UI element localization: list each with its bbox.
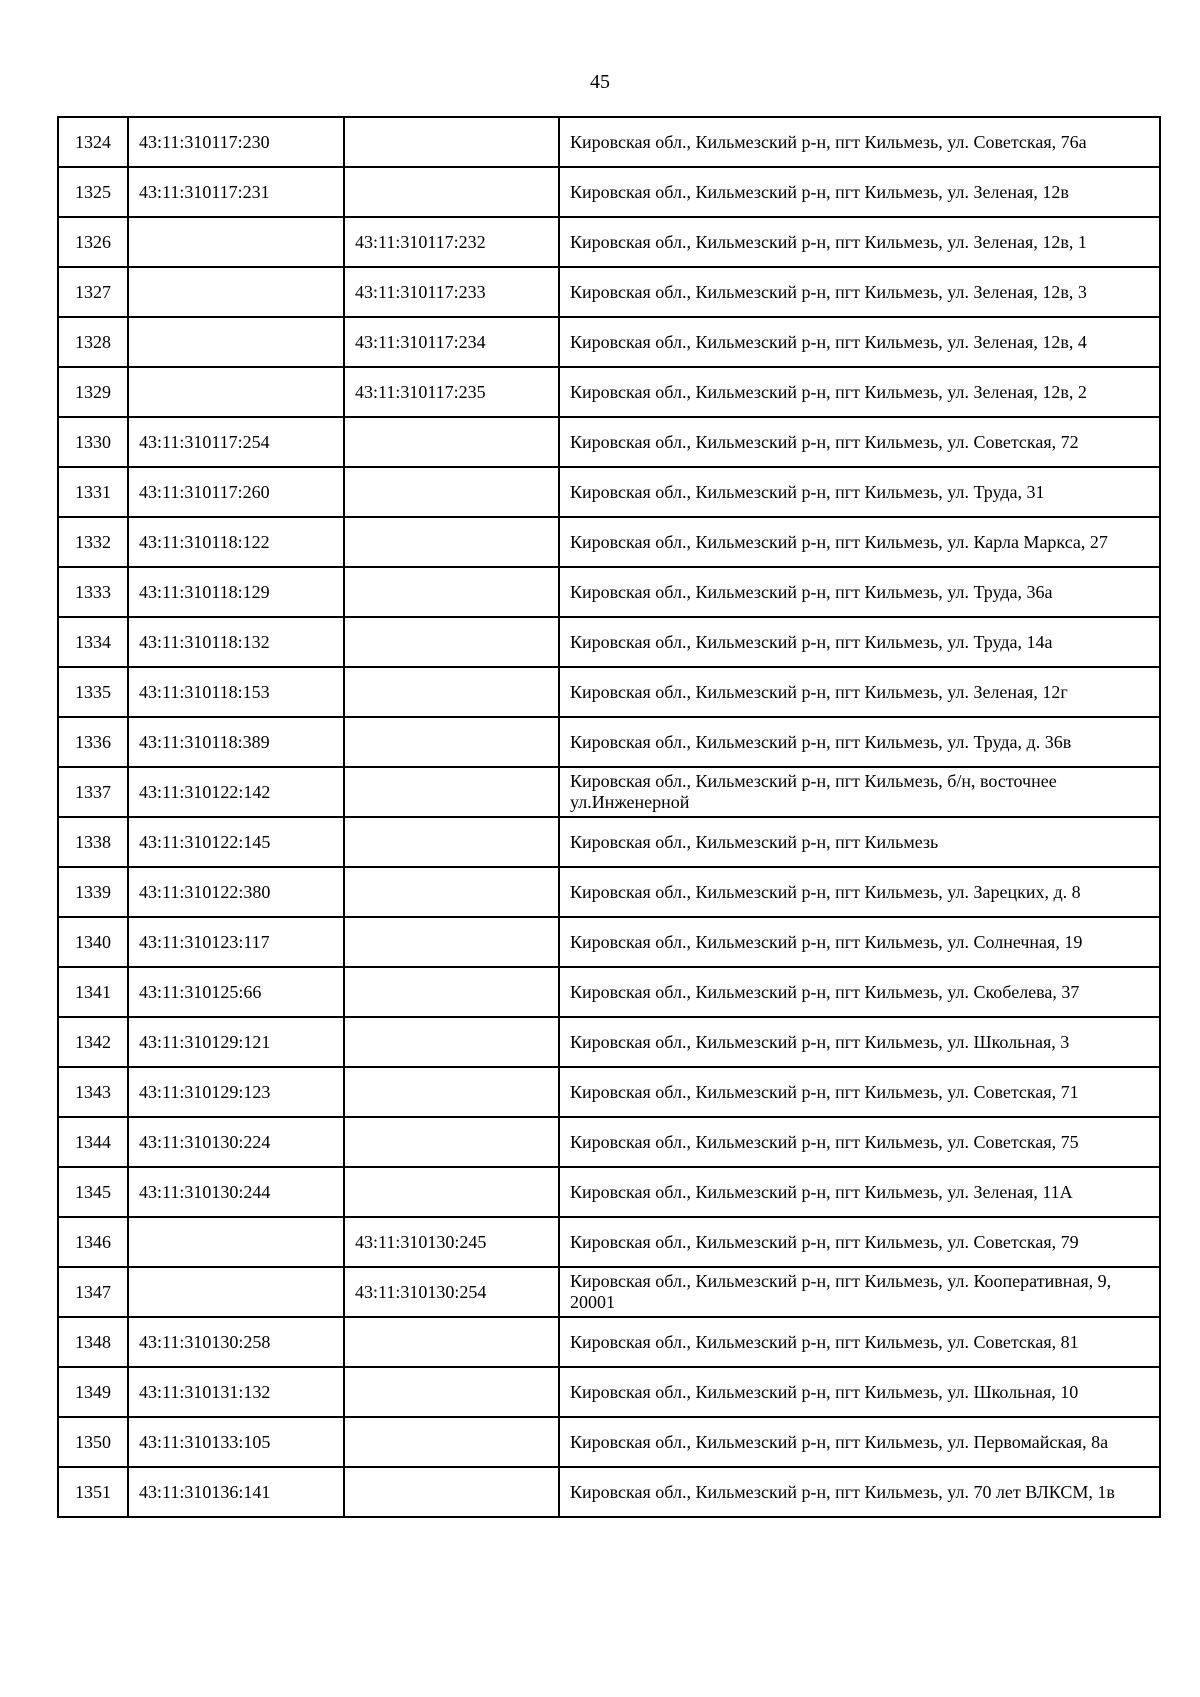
parcel-cadastral-number-cell: 43:11:310123:117 [128,917,344,967]
building-cadastral-number-cell [344,817,559,867]
address-cell: Кировская обл., Кильмезский р-н, пгт Кильмезь, ул. Школьная, 10 [559,1367,1160,1417]
address-cell: Кировская обл., Кильмезский р-н, пгт Кильмезь, ул. Первомайская, 8а [559,1417,1160,1467]
parcel-cadastral-number-cell [128,267,344,317]
table-row [58,667,1160,717]
building-cadastral-number-cell [344,517,559,567]
address-cell: Кировская обл., Кильмезский р-н, пгт Кильмезь, ул. Труда, 14а [559,617,1160,667]
address-cell: Кировская обл., Кильмезский р-н, пгт Кильмезь, ул. Скобелева, 37 [559,967,1160,1017]
parcel-cadastral-number-cell [128,1217,344,1267]
row-number-cell: 1344 [58,1117,128,1167]
row-number-cell: 1330 [58,417,128,467]
address-cell: Кировская обл., Кильмезский р-н, пгт Кильмезь, ул. Труда, 36а [559,567,1160,617]
row-number-cell: 1347 [58,1267,128,1317]
parcel-cadastral-number-cell: 43:11:310129:121 [128,1017,344,1067]
address-cell: Кировская обл., Кильмезский р-н, пгт Кильмезь, ул. Солнечная, 19 [559,917,1160,967]
parcel-cadastral-number-cell [128,367,344,417]
table-row [58,867,1160,917]
row-number-cell: 1349 [58,1367,128,1417]
building-cadastral-number-cell: 43:11:310117:233 [344,267,559,317]
parcel-cadastral-number-cell: 43:11:310125:66 [128,967,344,1017]
parcel-cadastral-number-cell: 43:11:310117:260 [128,467,344,517]
table-row [58,1267,1160,1317]
parcel-cadastral-number-cell: 43:11:310118:122 [128,517,344,567]
table-row [58,467,1160,517]
address-cell: Кировская обл., Кильмезский р-н, пгт Кильмезь, ул. Труда, д. 36в [559,717,1160,767]
building-cadastral-number-cell: 43:11:310117:234 [344,317,559,367]
parcel-cadastral-number-cell: 43:11:310133:105 [128,1417,344,1467]
building-cadastral-number-cell [344,967,559,1017]
parcel-cadastral-number-cell [128,317,344,367]
address-cell: Кировская обл., Кильмезский р-н, пгт Кильмезь, ул. Зарецких, д. 8 [559,867,1160,917]
parcel-cadastral-number-cell: 43:11:310131:132 [128,1367,344,1417]
address-cell: Кировская обл., Кильмезский р-н, пгт Кильмезь, ул. Труда, 31 [559,467,1160,517]
table-row [58,1017,1160,1067]
table-row [58,1317,1160,1367]
building-cadastral-number-cell [344,1317,559,1367]
parcel-cadastral-number-cell: 43:11:310129:123 [128,1067,344,1117]
parcel-cadastral-number-cell: 43:11:310130:224 [128,1117,344,1167]
building-cadastral-number-cell: 43:11:310117:232 [344,217,559,267]
table-row [58,1467,1160,1517]
parcel-cadastral-number-cell: 43:11:310130:244 [128,1167,344,1217]
row-number-cell: 1351 [58,1467,128,1517]
row-number-cell: 1340 [58,917,128,967]
row-number-cell: 1341 [58,967,128,1017]
row-number-cell: 1337 [58,767,128,817]
building-cadastral-number-cell [344,617,559,667]
table-row [58,817,1160,867]
address-cell: Кировская обл., Кильмезский р-н, пгт Кильмезь, ул. Зеленая, 12в, 2 [559,367,1160,417]
row-number-cell: 1327 [58,267,128,317]
parcel-cadastral-number-cell: 43:11:310117:231 [128,167,344,217]
parcel-cadastral-number-cell: 43:11:310117:230 [128,117,344,167]
address-cell: Кировская обл., Кильмезский р-н, пгт Кильмезь, ул. Советская, 75 [559,1117,1160,1167]
parcel-cadastral-number-cell: 43:11:310136:141 [128,1467,344,1517]
table-row [58,1067,1160,1117]
table-row [58,1117,1160,1167]
address-cell: Кировская обл., Кильмезский р-н, пгт Кильмезь, ул. Советская, 71 [559,1067,1160,1117]
registry-table-body [58,117,1160,1517]
row-number-cell: 1331 [58,467,128,517]
address-cell: Кировская обл., Кильмезский р-н, пгт Кильмезь, ул. Зеленая, 12г [559,667,1160,717]
row-number-cell: 1348 [58,1317,128,1367]
table-row [58,117,1160,167]
row-number-cell: 1326 [58,217,128,267]
table-row [58,1217,1160,1267]
table-row [58,1367,1160,1417]
table-row [58,167,1160,217]
address-cell: Кировская обл., Кильмезский р-н, пгт Кильмезь, ул. Советская, 79 [559,1217,1160,1267]
address-cell: Кировская обл., Кильмезский р-н, пгт Кильмезь, ул. Зеленая, 12в, 3 [559,267,1160,317]
address-cell: Кировская обл., Кильмезский р-н, пгт Кильмезь, ул. Зеленая, 12в, 1 [559,217,1160,267]
table-row [58,567,1160,617]
building-cadastral-number-cell [344,117,559,167]
address-cell: Кировская обл., Кильмезский р-н, пгт Кильмезь, ул. Советская, 81 [559,1317,1160,1367]
table-row [58,617,1160,667]
table-row [58,1167,1160,1217]
parcel-cadastral-number-cell: 43:11:310118:129 [128,567,344,617]
table-row [58,967,1160,1017]
address-cell: Кировская обл., Кильмезский р-н, пгт Кильмезь [559,817,1160,867]
building-cadastral-number-cell [344,567,559,617]
table-row [58,767,1160,817]
address-cell: Кировская обл., Кильмезский р-н, пгт Кильмезь, ул. Кооперативная, 9, 20001 [559,1267,1160,1317]
building-cadastral-number-cell [344,1117,559,1167]
building-cadastral-number-cell [344,1367,559,1417]
building-cadastral-number-cell [344,917,559,967]
table-row [58,367,1160,417]
table-row [58,417,1160,467]
building-cadastral-number-cell: 43:11:310130:254 [344,1267,559,1317]
table-row [58,917,1160,967]
row-number-cell: 1336 [58,717,128,767]
row-number-cell: 1334 [58,617,128,667]
parcel-cadastral-number-cell: 43:11:310118:389 [128,717,344,767]
row-number-cell: 1325 [58,167,128,217]
row-number-cell: 1329 [58,367,128,417]
parcel-cadastral-number-cell: 43:11:310122:380 [128,867,344,917]
row-number-cell: 1339 [58,867,128,917]
parcel-cadastral-number-cell: 43:11:310122:142 [128,767,344,817]
row-number-cell: 1343 [58,1067,128,1117]
address-cell: Кировская обл., Кильмезский р-н, пгт Кильмезь, ул. Советская, 76а [559,117,1160,167]
parcel-cadastral-number-cell [128,1267,344,1317]
table-row [58,1417,1160,1467]
building-cadastral-number-cell [344,467,559,517]
address-cell: Кировская обл., Кильмезский р-н, пгт Кильмезь, б/н, восточнее ул.Инженерной [559,767,1160,817]
page-number: 45 [590,71,610,93]
parcel-cadastral-number-cell: 43:11:310118:132 [128,617,344,667]
table-row [58,217,1160,267]
building-cadastral-number-cell [344,867,559,917]
building-cadastral-number-cell [344,767,559,817]
address-cell: Кировская обл., Кильмезский р-н, пгт Кильмезь, ул. Школьная, 3 [559,1017,1160,1067]
parcel-cadastral-number-cell: 43:11:310118:153 [128,667,344,717]
building-cadastral-number-cell [344,1417,559,1467]
row-number-cell: 1332 [58,517,128,567]
address-cell: Кировская обл., Кильмезский р-н, пгт Кильмезь, ул. Зеленая, 12в [559,167,1160,217]
building-cadastral-number-cell: 43:11:310130:245 [344,1217,559,1267]
parcel-cadastral-number-cell: 43:11:310122:145 [128,817,344,867]
row-number-cell: 1345 [58,1167,128,1217]
address-cell: Кировская обл., Кильмезский р-н, пгт Кильмезь, ул. Зеленая, 12в, 4 [559,317,1160,367]
address-cell: Кировская обл., Кильмезский р-н, пгт Кильмезь, ул. Карла Маркса, 27 [559,517,1160,567]
row-number-cell: 1324 [58,117,128,167]
building-cadastral-number-cell [344,1017,559,1067]
building-cadastral-number-cell [344,717,559,767]
row-number-cell: 1346 [58,1217,128,1267]
table-row [58,267,1160,317]
address-cell: Кировская обл., Кильмезский р-н, пгт Кильмезь, ул. Зеленая, 11А [559,1167,1160,1217]
building-cadastral-number-cell [344,417,559,467]
building-cadastral-number-cell [344,1167,559,1217]
building-cadastral-number-cell [344,1067,559,1117]
row-number-cell: 1338 [58,817,128,867]
address-cell: Кировская обл., Кильмезский р-н, пгт Кильмезь, ул. Советская, 72 [559,417,1160,467]
parcel-cadastral-number-cell: 43:11:310117:254 [128,417,344,467]
parcel-cadastral-number-cell [128,217,344,267]
registry-table [57,116,1161,1518]
row-number-cell: 1350 [58,1417,128,1467]
table-row [58,517,1160,567]
building-cadastral-number-cell: 43:11:310117:235 [344,367,559,417]
row-number-cell: 1333 [58,567,128,617]
table-row [58,317,1160,367]
row-number-cell: 1335 [58,667,128,717]
row-number-cell: 1342 [58,1017,128,1067]
table-row [58,717,1160,767]
building-cadastral-number-cell [344,667,559,717]
building-cadastral-number-cell [344,1467,559,1517]
row-number-cell: 1328 [58,317,128,367]
building-cadastral-number-cell [344,167,559,217]
parcel-cadastral-number-cell: 43:11:310130:258 [128,1317,344,1367]
address-cell: Кировская обл., Кильмезский р-н, пгт Кильмезь, ул. 70 лет ВЛКСМ, 1в [559,1467,1160,1517]
